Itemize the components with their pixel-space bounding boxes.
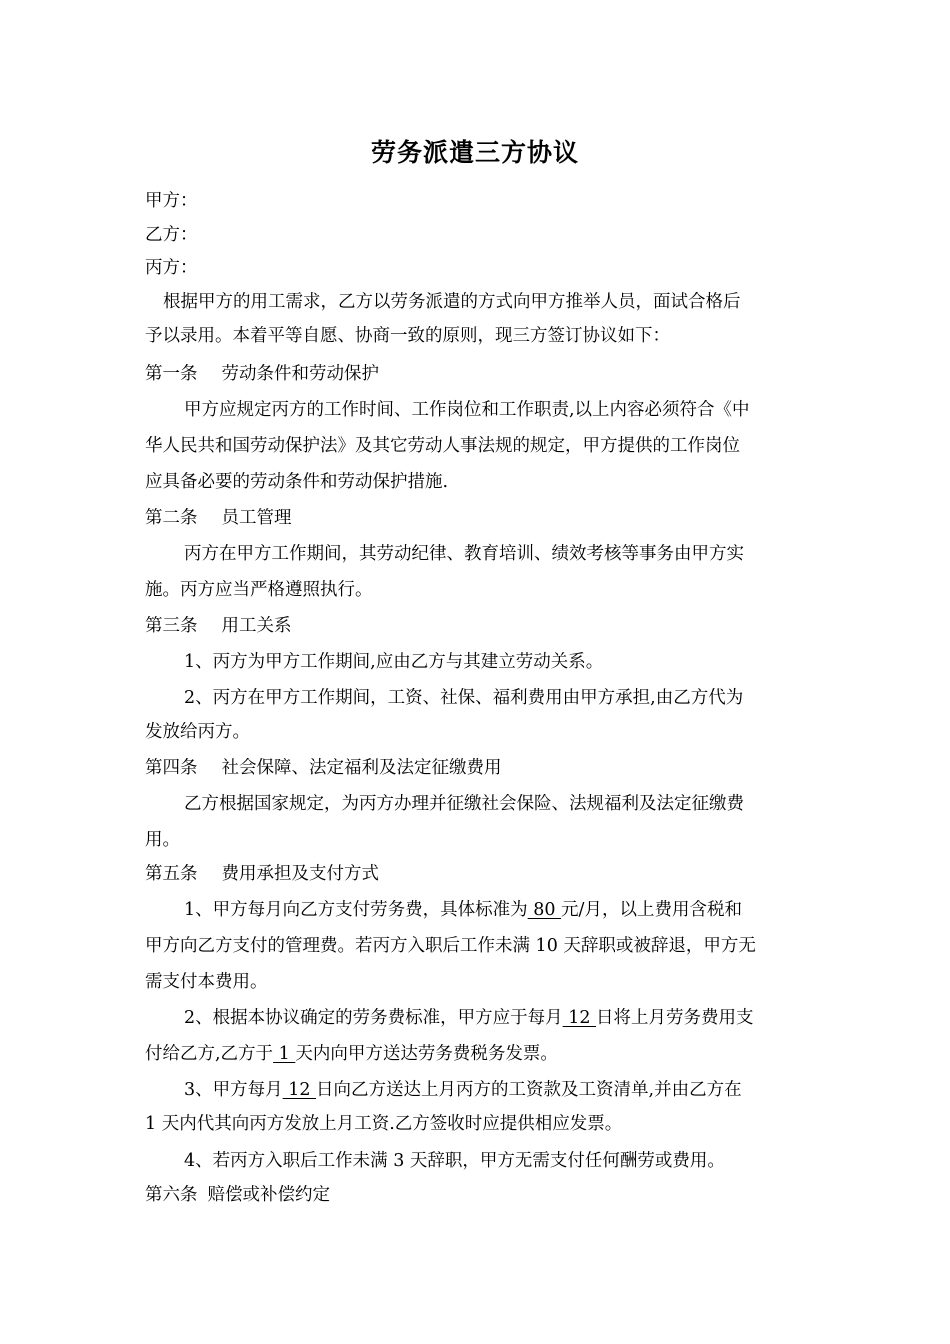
article-1-line-3: 应具备必要的劳动条件和劳动保护措施. — [145, 472, 449, 492]
article-number: 第四条 — [145, 758, 198, 778]
article-5-item-1-line-2: 甲方向乙方支付的管理费。若丙方入职后工作未满 10 天辞职或被辞退，甲方无 — [145, 936, 756, 956]
article-title: 赔偿或补偿约定 — [207, 1185, 330, 1205]
article-5-item-2-line-1 — [184, 1006, 754, 1030]
text-segment: 2、根据本协议确定的劳务费标准，甲方应于每月 — [184, 1008, 563, 1028]
party-a-label: 甲方： — [145, 191, 198, 211]
article-5-item-3-line-1 — [184, 1078, 742, 1102]
article-4-heading — [145, 756, 502, 780]
fee-amount: 80 — [527, 900, 562, 920]
text-segment: 天内向甲方送达劳务费税务发票。 — [295, 1044, 558, 1064]
article-5-item-4: 4、若丙方入职后工作未满 3 天辞职，甲方无需支付任何酬劳或费用。 — [184, 1151, 725, 1171]
payment-day: 12 — [562, 1008, 597, 1028]
article-5-item-1-line-1 — [184, 898, 742, 922]
article-4-line-1: 乙方根据国家规定，为丙方办理并征缴社会保险、法规福利及法定征缴费 — [184, 794, 744, 814]
article-title: 用工关系 — [221, 616, 292, 636]
article-title: 劳动条件和劳动保护 — [221, 364, 379, 384]
text-segment: 1、甲方每月向乙方支付劳务费，具体标准为 — [184, 900, 528, 920]
article-number: 第五条 — [145, 864, 198, 884]
party-c-label: 丙方： — [145, 258, 198, 278]
article-1-heading — [145, 362, 379, 386]
article-title: 员工管理 — [221, 508, 292, 528]
document-title: 劳务派遣三方协议 — [370, 138, 579, 167]
article-title: 费用承担及支付方式 — [221, 864, 379, 884]
salary-day: 12 — [282, 1080, 317, 1100]
article-2-line-1: 丙方在甲方工作期间，其劳动纪律、教育培训、绩效考核等事务由甲方实 — [184, 544, 744, 564]
article-number: 第一条 — [145, 364, 198, 384]
invoice-days: 1 — [273, 1044, 296, 1064]
article-title: 社会保障、法定福利及法定征缴费用 — [221, 758, 502, 778]
article-3-item-1: 1、丙方为甲方工作期间,应由乙方与其建立劳动关系。 — [184, 652, 604, 672]
text-segment: 日向乙方送达上月丙方的工资款及工资清单,并由乙方在 — [316, 1080, 742, 1100]
text-segment: 3、甲方每月 — [184, 1080, 283, 1100]
article-number: 第三条 — [145, 616, 198, 636]
article-3-item-2-line-2: 发放给丙方。 — [145, 722, 250, 742]
text-segment: 日将上月劳务费用支 — [596, 1008, 754, 1028]
text-segment: 元/月，以上费用含税和 — [561, 900, 742, 920]
article-3-heading — [145, 614, 292, 638]
article-5-heading — [145, 862, 379, 886]
article-number: 第六条 — [145, 1185, 198, 1205]
article-4-line-2: 用。 — [145, 830, 180, 850]
article-5-item-1-line-3: 需支付本费用。 — [145, 972, 268, 992]
article-1-line-2: 华人民共和国劳动保护法》及其它劳动人事法规的规定，甲方提供的工作岗位 — [145, 436, 740, 456]
article-number: 第二条 — [145, 508, 198, 528]
article-3-item-2-line-1: 2、丙方在甲方工作期间，工资、社保、福利费用由甲方承担,由乙方代为 — [184, 688, 744, 708]
article-5-item-3-line-2: 1 天内代其向丙方发放上月工资.乙方签收时应提供相应发票。 — [145, 1114, 623, 1134]
intro-line-2: 予以录用。本着平等自愿、协商一致的原则，现三方签订协议如下： — [145, 326, 670, 346]
article-5-item-2-line-2 — [145, 1042, 558, 1066]
text-segment: 付给乙方,乙方于 — [145, 1044, 274, 1064]
article-1-line-1: 甲方应规定丙方的工作时间、工作岗位和工作职责,以上内容必须符合《中 — [184, 400, 750, 420]
article-6-heading — [145, 1183, 330, 1207]
party-b-label: 乙方： — [145, 225, 198, 245]
intro-line-1: 根据甲方的用工需求，乙方以劳务派遣的方式向甲方推举人员，面试合格后 — [163, 292, 741, 312]
article-2-heading — [145, 506, 292, 530]
article-2-line-2: 施。丙方应当严格遵照执行。 — [145, 580, 373, 600]
